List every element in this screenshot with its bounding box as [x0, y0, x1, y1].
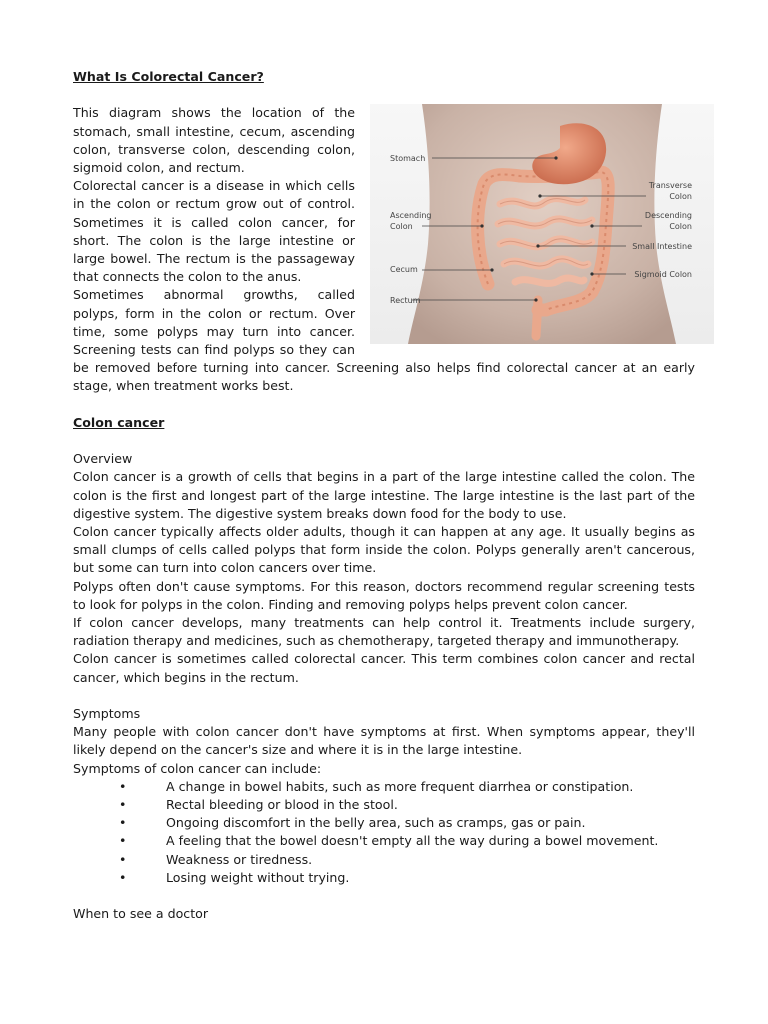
symptom-text: Losing weight without trying.	[166, 869, 350, 885]
list-item	[73, 778, 695, 796]
overview-paragraph: Polyps often don't cause symptoms. For this reason, doctors recommend regular screening tests to look for polyps in the colon. Finding and removing polyps helps prevent colon cancer.	[73, 578, 695, 612]
list-item	[73, 851, 695, 869]
diagram-svg	[370, 104, 714, 344]
label-small-intestine: Small Intestine	[632, 242, 692, 252]
list-item	[73, 796, 695, 814]
label-descending-colon-line2: Colon	[669, 222, 692, 232]
label-ascending-colon-line2: Colon	[390, 222, 413, 232]
overview-paragraph: Colon cancer is a growth of cells that begins in a part of the large intestine called the colon. The colon is the first and longest part of the large intestine. The large intestine is the last part of the digestive system. The digestive system breaks down food for the body to use.	[73, 469, 695, 521]
bullet: •	[119, 815, 127, 831]
rectum-shape	[536, 300, 538, 336]
bullet: •	[119, 869, 127, 885]
label-stomach: Stomach	[390, 154, 426, 164]
paragraph-colorectal-definition: Colorectal cancer is a disease in which cells in the colon or rectum grow out of control. Sometimes it is called colon cancer, for short. The colon is the large intestine or large bowel. The rectum is the passageway that connects the colon to the anus.	[73, 178, 355, 285]
label-rectum: Rectum	[390, 296, 421, 306]
label-transverse-colon-line2: Colon	[669, 192, 692, 202]
symptoms-title: Symptoms	[73, 706, 141, 722]
bullet: •	[119, 833, 127, 849]
paragraph-diagram-intro: This diagram shows the location of the stomach, small intestine, cecum, ascending colon, transverse colon, descending colon, sigmoid colon, and rectum.	[73, 105, 355, 175]
label-cecum: Cecum	[390, 265, 418, 275]
symptoms-intro: Many people with colon cancer don't have symptoms at first. When symptoms appear, they'll likely depend on the cancer's size and where it is in the large intestine.	[73, 724, 695, 758]
symptom-text: Rectal bleeding or blood in the stool.	[166, 797, 398, 813]
label-sigmoid-colon: Sigmoid Colon	[634, 270, 692, 280]
symptom-text: Weakness or tiredness.	[166, 851, 313, 867]
section-heading-colon-cancer: Colon cancer	[73, 414, 165, 430]
list-item	[73, 869, 695, 887]
document-page	[73, 68, 695, 923]
symptom-text: A feeling that the bowel doesn't empty all the way during a bowel movement.	[166, 833, 659, 849]
symptom-text: A change in bowel habits, such as more frequent diarrhea or constipation.	[166, 778, 634, 794]
paragraph-polyps-screening: Sometimes abnormal growths, called polyps, form in the colon or rectum. Over time, some polyps may turn into cancer. Screening tests can find polyps so they can be removed before turning into cancer. Screening also helps find colorectal cancer at an early stage, when treatment works best.	[73, 287, 695, 394]
bullet: •	[119, 851, 127, 867]
section-heading-colorectal: What Is Colorectal Cancer?	[73, 69, 264, 84]
label-ascending-colon-line1: Ascending	[390, 211, 432, 221]
digestive-system-diagram	[370, 104, 714, 344]
bullet: •	[119, 778, 127, 794]
when-to-see-doctor-title: When to see a doctor	[73, 906, 209, 922]
overview-paragraph: If colon cancer develops, many treatments can help control it. Treatments include surgery, radiation therapy and medicines, such as chemotherapy, targeted therapy and immunotherapy.	[73, 615, 695, 649]
list-item	[73, 832, 695, 850]
overview-title: Overview	[73, 451, 133, 467]
list-item	[73, 814, 695, 832]
symptoms-list	[73, 778, 695, 887]
symptom-text: Ongoing discomfort in the belly area, such as cramps, gas or pain.	[166, 815, 586, 831]
label-descending-colon-line1: Descending	[644, 211, 692, 221]
symptoms-lead: Symptoms of colon cancer can include:	[73, 760, 322, 776]
label-transverse-colon-line1: Transverse	[648, 181, 692, 191]
overview-paragraph: Colon cancer typically affects older adults, though it can happen at any age. It usually begins as small clumps of cells called polyps that form inside the colon. Polyps generally aren't cancerous, but some can turn into colon cancers over time.	[73, 524, 695, 576]
overview-paragraph: Colon cancer is sometimes called colorectal cancer. This term combines colon cancer and rectal cancer, which begins in the rectum.	[73, 651, 695, 685]
bullet: •	[119, 797, 127, 813]
